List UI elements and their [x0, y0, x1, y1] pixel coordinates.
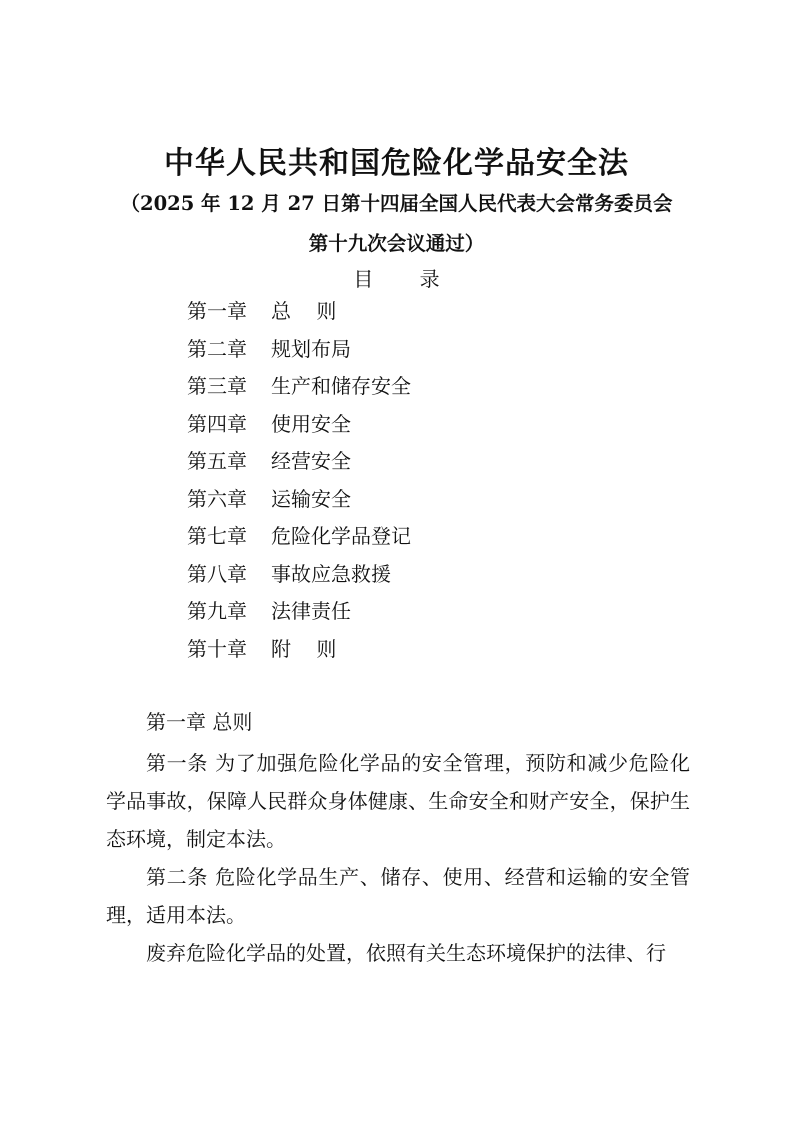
- toc-heading: [0, 263, 793, 292]
- toc-chapter-name: 使用安全: [271, 411, 351, 436]
- document-subtitle-line2: 第十九次会议通过）: [308, 232, 485, 255]
- document-title: 中华人民共和国危险化学品安全法: [164, 146, 629, 181]
- article-label: 第二条: [146, 865, 209, 889]
- toc-chapter-number: 第八章: [187, 561, 247, 586]
- toc-item: [187, 334, 411, 372]
- toc-chapter-number: 第十章: [187, 636, 247, 661]
- toc-chapter-number: 第七章: [187, 524, 247, 548]
- toc-item: [187, 559, 411, 597]
- toc-chapter-name: 附 则: [271, 636, 337, 661]
- toc-item: [187, 296, 411, 334]
- toc-chapter-name: 法律责任: [271, 599, 351, 623]
- toc-item: [187, 596, 411, 634]
- toc-chapter-number: 第九章: [187, 599, 247, 623]
- toc-item: [187, 521, 411, 559]
- toc-item: [187, 634, 411, 672]
- toc-item: [187, 409, 411, 447]
- article-label: 第一条: [146, 751, 209, 775]
- toc-chapter-number: 第四章: [187, 411, 247, 436]
- article-paragraph: [106, 858, 690, 934]
- toc-chapter-name: 总 则: [271, 299, 337, 323]
- toc-chapter-name: 事故应急救援: [271, 561, 391, 586]
- toc-chapter-name: 规划布局: [271, 336, 351, 361]
- toc-item: [187, 484, 411, 522]
- toc-chapter-number: 第五章: [187, 449, 247, 473]
- toc-chapter-name: 生产和储存安全: [271, 374, 411, 398]
- toc-chapter-name: 危险化学品登记: [271, 524, 411, 548]
- chapter-heading: 第一章 总则: [146, 710, 253, 734]
- table-of-contents: [187, 296, 411, 671]
- toc-heading-left: 目: [353, 267, 374, 291]
- toc-chapter-number: 第六章: [187, 486, 247, 511]
- article-text: 为了加强危险化学品的安全管理，预防和减少危险化学品事故，保障人民群众身体健康、生命安全和财产安全，保护生态环境，制定本法。: [106, 751, 691, 851]
- article-paragraph: [106, 744, 690, 858]
- document-subtitle-line1: （2025 年 12 月 27 日第十四届全国人民代表大会常务委员会: [120, 192, 673, 215]
- toc-item: [187, 446, 411, 484]
- toc-chapter-name: 经营安全: [271, 449, 351, 473]
- toc-chapter-number: 第三章: [187, 374, 247, 398]
- toc-heading-right: 录: [419, 267, 440, 291]
- article-text: 危险化学品生产、储存、使用、经营和运输的安全管理，适用本法。: [106, 865, 691, 927]
- toc-item: [187, 371, 411, 409]
- toc-chapter-number: 第一章: [187, 299, 247, 323]
- body-paragraph: 废弃危险化学品的处置，依照有关生态环境保护的法律、行: [146, 941, 666, 965]
- toc-chapter-name: 运输安全: [271, 486, 351, 511]
- toc-chapter-number: 第二章: [187, 336, 247, 361]
